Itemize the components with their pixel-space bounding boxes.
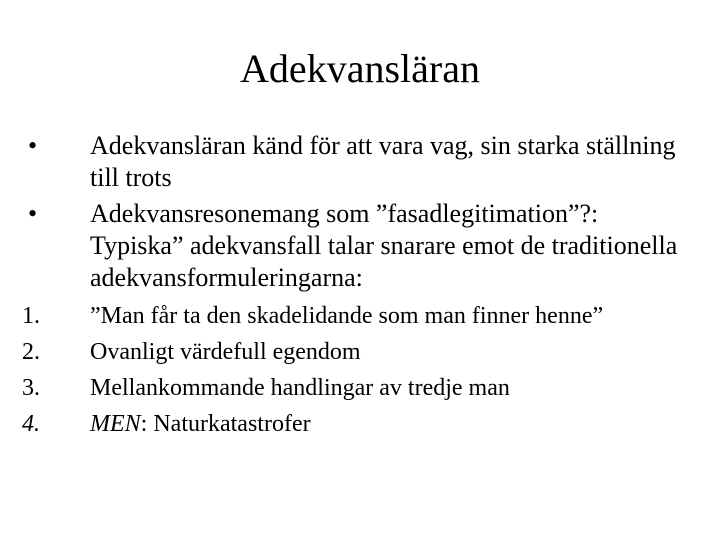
bullet-text: Adekvansläran känd för att vara vag, sin starka ställning till trots <box>90 131 676 192</box>
numbered-text: Ovanligt värdefull egendom <box>90 339 361 365</box>
emphasis-text: MEN <box>90 411 141 437</box>
bullet-text: Adekvansresonemang som ”fasadlegitimation”?: Typiska” adekvansfall talar snarare emot de traditionella adekvansformuleringarna: <box>90 199 678 292</box>
numbered-item <box>22 410 682 438</box>
number-marker: 2. <box>22 339 40 365</box>
numbered-item <box>22 338 682 366</box>
bullet-item <box>22 198 682 294</box>
number-marker: 4. <box>22 411 40 437</box>
numbered-text: Mellankommande handlingar av tredje man <box>90 375 510 401</box>
slide-title: Adekvansläran <box>240 46 480 91</box>
numbered-item <box>22 302 682 330</box>
bullet-marker: • <box>28 131 38 160</box>
numbered-item <box>22 374 682 402</box>
slide-content <box>22 130 682 438</box>
bullet-item <box>22 130 682 194</box>
numbered-text <box>90 410 682 438</box>
bullet-marker: • <box>28 199 38 228</box>
number-marker: 1. <box>22 303 40 329</box>
numbered-text: ”Man får ta den skadelidande som man finner henne” <box>90 303 604 329</box>
number-marker: 3. <box>22 375 40 401</box>
numbered-text-rest: : Naturkatastrofer <box>140 411 311 437</box>
